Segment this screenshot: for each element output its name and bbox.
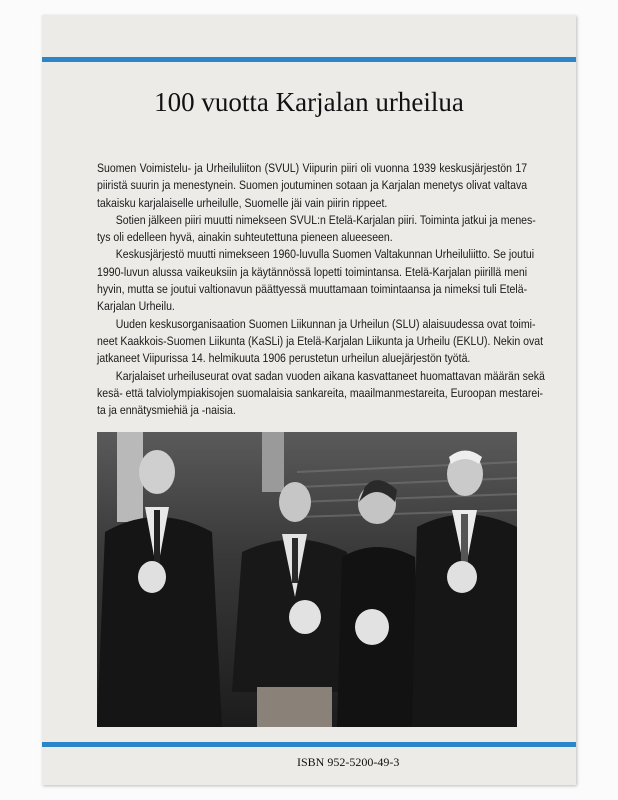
blurb-line: tys oli edelleen hyvä, ainakin suhteutettuna pieneen alueeseen. <box>97 230 393 245</box>
blurb-line: Sotien jälkeen piiri muutti nimekseen SVUL:n Etelä-Karjalan piiri. Toiminta jatkui ja menes- <box>115 212 536 227</box>
blurb-line: Keskusjärjestö muutti nimekseen 1960-luvulla Suomen Valtakunnan Urheiluliitto. Se joutui <box>115 247 535 262</box>
blurb-line: ta ja ennätysmiehiä ja -naisia. <box>97 403 236 418</box>
blurb-line: piiristä suurin ja menestynein. Suomen joutuminen sotaan ja Karjalan menetys olivat valtava <box>97 178 528 193</box>
group-photo <box>97 432 517 727</box>
top-blue-rule <box>42 57 576 62</box>
blurb-line: Uuden keskusorganisaation Suomen Liikunnan ja Urheilun (SLU) alaisuudessa ovat toimi- <box>115 316 536 331</box>
photo-image <box>97 432 517 727</box>
blurb-line: takaisku karjalaiselle urheilulle, Suomelle jäi vain piirin rippeet. <box>97 195 388 210</box>
blurb-line: neet Kaakkois-Suomen Liikunta (KaSLi) ja Etelä-Karjalan Liikunta ja Urheilu (EKLU). Nekin ovat <box>97 333 544 348</box>
blurb-line: Suomen Voimistelu- ja Urheiluliiton (SVUL) Viipurin piiri oli vuonna 1939 keskusjärjestön 17 <box>97 161 528 175</box>
blurb-line: Karjalaiset urheiluseurat ovat sadan vuoden aikana kasvattaneet huomattavan määrän sekä <box>115 368 545 383</box>
blurb-line: 1990-luvun alussa vaikeuksiin ja käytännössä lopetti toimintansa. Etelä-Karjalan piirillä meni <box>97 264 528 279</box>
cover-blurb <box>97 160 545 419</box>
blurb-line: jatkaneet Viipurissa 14. helmikuuta 1906 perustetun urheilun aluejärjestön työtä. <box>97 351 471 366</box>
bottom-blue-rule <box>42 742 576 747</box>
blurb-line: hyvin, mutta se joutui valtionavun päättyessä muuttamaan toimintaansa ja nimeksi tuli Etelä- <box>97 282 528 297</box>
blurb-line: Karjalan Urheilu. <box>97 299 175 314</box>
blurb-line: kesä- että talviolympiakisojen suomalaisia sankareita, maailmanmestareita, Euroopan mestarei- <box>97 385 544 400</box>
cover-title: 100 vuotta Karjalan urheilua <box>154 87 464 117</box>
isbn-number: ISBN 952-5200-49-3 <box>297 755 400 769</box>
book-back-cover <box>42 15 576 785</box>
